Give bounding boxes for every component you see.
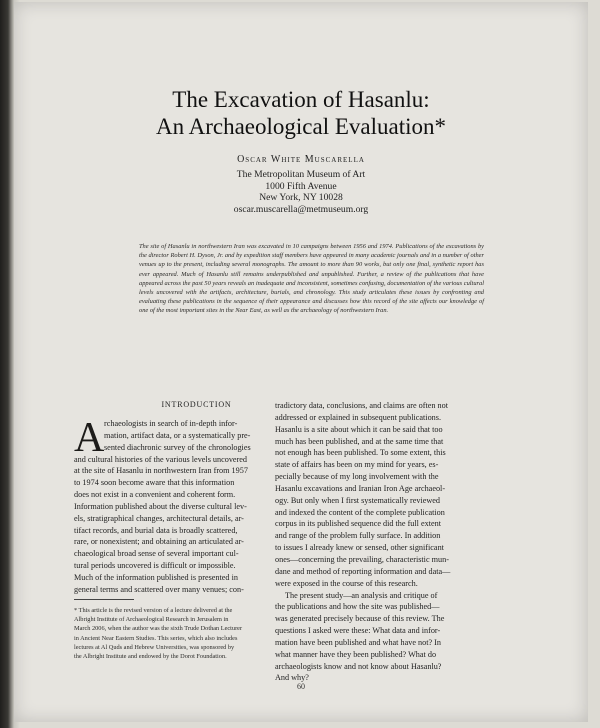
text-line: mation have been published and what have not? In [275,637,441,647]
text-line: not enough has been published. To some extent, this [275,448,446,458]
text-line: the publications and how the site was published— [275,602,440,612]
author-name-text: Oscar White Muscarella [237,154,365,165]
footnote-line: lectures at Al Quds and Hebrew Universities, was sponsored by [74,643,235,651]
title-line-2: An Archaeological Evaluation* [156,114,446,139]
affiliation-email: oscar.muscarella@metmuseum.org [233,203,369,215]
text-line: state of affairs has been on my mind for years, es- [275,460,439,470]
article-title [14,86,588,140]
text-line: ogy. But only when I first systematically reviewed [275,495,441,505]
affiliation-line: 1000 Fifth Avenue [265,180,337,192]
text-line: dane and method of reporting information and data— [275,566,451,576]
text-line: at the site of Hasanlu in northwestern Iran from 1957 [74,466,248,476]
text-line: Hasanlu excavations and Iranian Iron Age archaeol- [275,483,446,493]
text-line: addressed or explained in subsequent publications. [275,412,441,422]
text-line: els, stratigraphical changes, architectural details, ar- [74,513,244,523]
document-page [14,2,588,722]
footnote-rule [74,599,134,600]
footnote-line: March 2006, when the author was the sixth Trude Dothan Lecturer [74,625,243,633]
text-line: Information published about the diverse cultural lev- [74,501,247,511]
footnote-line: in Ancient Near Eastern Studies. This series, which also includes [74,634,238,642]
text-line: rare, or nonexistent; and obtaining an articulated ar- [74,537,244,547]
text-line: mation, artifact data, or a systematically pre- [104,430,251,440]
drop-cap: A [74,415,105,461]
text-line: and cultural histories of the various levels uncovered [74,454,248,464]
text-line: And why? [275,673,309,683]
text-line: and range of the problem fully surface. In addition [275,531,441,541]
text-line: much has been published, and at the same time that [275,436,444,446]
text-line: corpus in its published sequence did the full extent [275,519,441,529]
text-line: pecially because of my long involvement with the [275,472,439,482]
text-line: were exposed in the course of this research. [275,578,418,588]
text-line: to 1974 soon become aware that this information [74,478,235,488]
text-line: to issues I already knew or sensed, other significant [275,543,444,553]
text-line: Much of the information published is presented in [74,572,238,582]
text-line: does not exist in a convenient and coherent form. [74,490,236,500]
text-line: The present study—an analysis and critique of [285,590,438,600]
text-line: what manner have they been published? What do [275,649,437,659]
text-line: rchaeologists in search of in-depth infor- [104,419,238,428]
footnote-line: the Albright Institute and endowed by the Dorot Foundation. [74,653,227,661]
author-name [14,154,588,165]
affiliation-line: The Metropolitan Museum of Art [236,169,366,180]
section-heading: INTRODUCTION [161,400,232,409]
text-line: ones—concerning the prevailing, characteristic mun- [275,554,449,564]
text-line: tifact records, and burial data is broadly scattered, [74,525,238,535]
text-line: questions I asked were these: What data and infor- [275,626,441,636]
right-column [275,400,479,684]
page-number: 60 [297,682,305,691]
text-line: was generated precisely because of this review. The [275,614,445,624]
footnote [74,606,280,661]
left-column [74,415,280,596]
abstract: The site of Hasanlu in northwestern Iran was excavated in 10 campaigns between 1956 and 1974. Publications of the excavations by the director Robert H. Dyson, Jr. and by expedition staff members have appeared in many academic journals and in a number of other venues up to the present, including several monographs. The amount to more than 90 works, but only one final, synthetic report has ever appeared. Much of Hasanlu still remains underpublished and unpublished. Further, a review of the publications that have appeared across the past 50 years reveals an inadequate and inconsistent, sometimes confusing, documentation of the various cultural levels uncovered with the artifacts, architecture, burials, and chronology. This study articulates these issues by confronting and evaluating these publications in the sequence of their appearance and discusses how this record of the site affects our knowledge of one of the most important sites in the Near East, as well as the archaeology of northwestern Iran. [139,243,484,315]
title-line-1: The Excavation of Hasanlu: [172,87,430,112]
footnote-line: Albright Institute of Archaeological Research in Jerusalem in [74,616,229,624]
text-line: chaeological broad sense of several important cul- [74,549,239,559]
text-line: Hasanlu is a site about which it can be said that too [275,424,443,434]
text-line: general terms and scattered over many venues; con- [74,584,244,594]
author-affiliation [14,169,588,215]
text-line: tradictory data, conclusions, and claims are often not [275,401,449,410]
footnote-line: * This article is the revised version of a lecture delivered at the [74,607,233,614]
text-line: tural periods uncovered is difficult or impossible. [74,561,236,571]
text-line: and indexed the content of the complete publication [275,507,445,517]
text-line: archaeologists know and not know about Hasanlu? [275,661,442,671]
affiliation-line: New York, NY 10028 [259,192,343,203]
text-line: sented diachronic survey of the chronologies [104,442,251,452]
